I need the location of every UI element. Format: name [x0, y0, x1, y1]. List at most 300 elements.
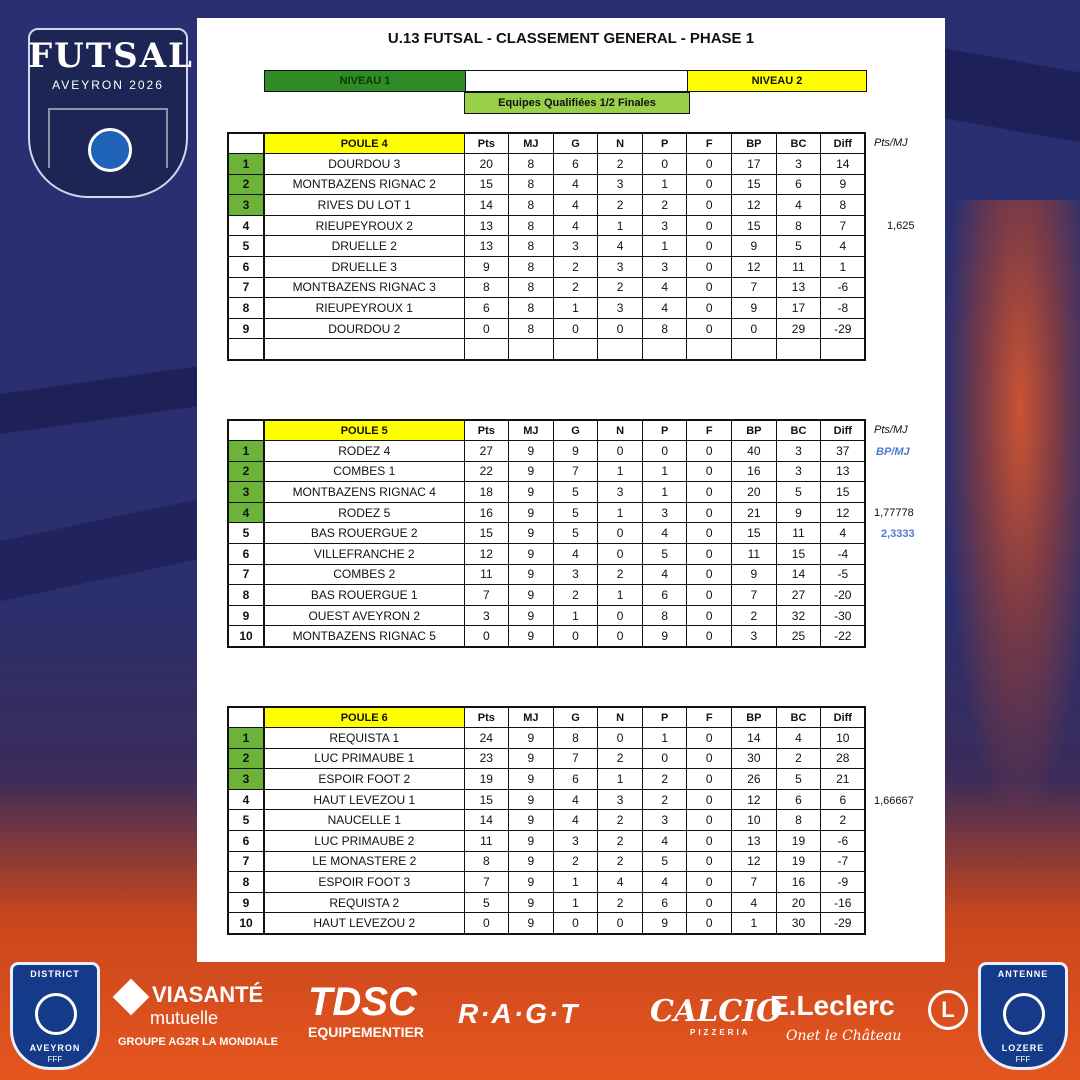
tdsc-equipementier: EQUIPEMENTIER — [308, 1024, 424, 1040]
stat-cell: 3 — [776, 441, 821, 462]
stat-cell: 28 — [821, 748, 866, 769]
stat-cell: 0 — [687, 728, 732, 749]
stat-cell: 0 — [598, 318, 643, 339]
stat-cell: 11 — [776, 523, 821, 544]
stat-cell: 11 — [464, 564, 509, 585]
stat-cell: -16 — [821, 892, 866, 913]
stat-cell: 3 — [553, 831, 598, 852]
table-row — [228, 215, 865, 236]
side-note-pts-mj: Pts/MJ — [874, 424, 908, 436]
stat-cell: 4 — [553, 544, 598, 565]
header-blank — [228, 133, 264, 154]
stat-cell: 9 — [509, 544, 554, 565]
poule-4-table — [227, 132, 866, 361]
stat-cell: 5 — [553, 523, 598, 544]
stat-cell: 14 — [464, 195, 509, 216]
leclerc-logo: E.Leclerc — [770, 990, 895, 1021]
stat-cell: 4 — [642, 564, 687, 585]
rank-cell: 8 — [228, 585, 264, 606]
stat-cell: 9 — [509, 564, 554, 585]
stat-cell: 17 — [776, 298, 821, 319]
team-cell: RIVES DU LOT 1 — [264, 195, 464, 216]
stat-cell: 7 — [732, 872, 777, 893]
column-header: F — [687, 133, 732, 154]
table-row — [228, 441, 865, 462]
team-cell — [264, 339, 464, 360]
stat-cell: 2 — [553, 257, 598, 278]
table-row — [228, 523, 865, 544]
table-row — [228, 257, 865, 278]
stat-cell: 2 — [642, 789, 687, 810]
rank-cell: 2 — [228, 174, 264, 195]
team-cell: NAUCELLE 1 — [264, 810, 464, 831]
legend-qualified: Equipes Qualifiées 1/2 Finales — [464, 92, 690, 114]
stat-cell: 3 — [642, 257, 687, 278]
calcio-logo: CALCIO — [650, 994, 783, 1029]
stat-cell: 27 — [464, 441, 509, 462]
stat-cell: 16 — [776, 872, 821, 893]
antenne-lozere-crest — [978, 962, 1068, 1070]
stat-cell: 1 — [553, 298, 598, 319]
table-row — [228, 892, 865, 913]
rank-cell: 5 — [228, 236, 264, 257]
stat-cell: 8 — [553, 728, 598, 749]
stat-cell: 5 — [776, 482, 821, 503]
crest-top-text: DISTRICT — [30, 969, 80, 979]
stat-cell: 9 — [553, 441, 598, 462]
stat-cell: 8 — [509, 318, 554, 339]
column-header: N — [598, 707, 643, 728]
stat-cell: 9 — [509, 523, 554, 544]
stat-cell: 9 — [821, 174, 866, 195]
table-row — [228, 298, 865, 319]
stat-cell: 16 — [732, 461, 777, 482]
rank-cell: 8 — [228, 872, 264, 893]
stat-cell: 0 — [598, 626, 643, 647]
stat-cell: 18 — [464, 482, 509, 503]
stat-cell: 4 — [642, 298, 687, 319]
stat-cell: 0 — [687, 215, 732, 236]
stat-cell: 12 — [732, 851, 777, 872]
stat-cell: 3 — [776, 154, 821, 175]
stat-cell: 4 — [642, 831, 687, 852]
stat-cell: 3 — [642, 502, 687, 523]
stat-cell: 0 — [687, 851, 732, 872]
stat-cell: -7 — [821, 851, 866, 872]
stat-cell: 1 — [598, 585, 643, 606]
stat-cell: 32 — [776, 605, 821, 626]
column-header: Pts — [464, 707, 509, 728]
column-header: P — [642, 420, 687, 441]
stat-cell: 4 — [553, 789, 598, 810]
futsal-logo — [28, 28, 194, 203]
side-note-value: 1,66667 — [874, 795, 914, 807]
table-row — [228, 789, 865, 810]
stat-cell: 9 — [509, 810, 554, 831]
table-row — [228, 564, 865, 585]
stat-cell: 9 — [509, 892, 554, 913]
stat-cell: 12 — [732, 195, 777, 216]
stat-cell: 3 — [464, 605, 509, 626]
stat-cell: 0 — [687, 831, 732, 852]
stat-cell: 0 — [687, 195, 732, 216]
rank-cell: 2 — [228, 748, 264, 769]
stat-cell: 0 — [464, 626, 509, 647]
stat-cell: 2 — [598, 831, 643, 852]
stat-cell: 5 — [642, 544, 687, 565]
stat-cell: 9 — [509, 482, 554, 503]
stat-cell: 24 — [464, 728, 509, 749]
table-row — [228, 461, 865, 482]
background-player-image — [930, 200, 1080, 900]
viasante-logo: VIASANTÉ — [152, 982, 264, 1007]
stat-cell: 19 — [776, 831, 821, 852]
column-header: BC — [776, 420, 821, 441]
stat-cell — [598, 339, 643, 360]
stat-cell: 9 — [509, 789, 554, 810]
stat-cell: 4 — [732, 892, 777, 913]
stat-cell: 2 — [553, 585, 598, 606]
team-cell: BAS ROUERGUE 1 — [264, 585, 464, 606]
stat-cell: 4 — [642, 277, 687, 298]
stat-cell: 9 — [732, 564, 777, 585]
stat-cell: 0 — [687, 318, 732, 339]
stat-cell: 9 — [509, 769, 554, 790]
stat-cell: 1 — [598, 769, 643, 790]
stat-cell: 3 — [553, 564, 598, 585]
stat-cell: 2 — [642, 769, 687, 790]
stat-cell: 15 — [776, 544, 821, 565]
header-blank — [228, 420, 264, 441]
stat-cell: 15 — [464, 523, 509, 544]
stat-cell: 2 — [598, 564, 643, 585]
stat-cell: 5 — [642, 851, 687, 872]
table-row — [228, 154, 865, 175]
team-cell: LE MONASTERE 2 — [264, 851, 464, 872]
stat-cell: 0 — [687, 769, 732, 790]
column-header: MJ — [509, 420, 554, 441]
team-cell: HAUT LEVEZOU 2 — [264, 913, 464, 934]
stat-cell: 8 — [509, 195, 554, 216]
column-header: BP — [732, 420, 777, 441]
stat-cell: 7 — [821, 215, 866, 236]
background-stripe — [0, 366, 200, 434]
stat-cell: 2 — [821, 810, 866, 831]
stat-cell: 9 — [642, 626, 687, 647]
rank-cell: 1 — [228, 441, 264, 462]
stat-cell: 7 — [464, 872, 509, 893]
poule-name: POULE 4 — [264, 133, 464, 154]
stat-cell: 0 — [687, 564, 732, 585]
stat-cell: 3 — [553, 236, 598, 257]
rank-cell: 9 — [228, 605, 264, 626]
stat-cell: 9 — [509, 585, 554, 606]
side-note-value: 1,77778 — [874, 507, 914, 519]
leclerc-mark-icon: L — [928, 990, 968, 1030]
stat-cell: 0 — [687, 626, 732, 647]
team-cell: LUC PRIMAUBE 2 — [264, 831, 464, 852]
stat-cell: 12 — [464, 544, 509, 565]
stat-cell: 30 — [776, 913, 821, 934]
stat-cell: 7 — [732, 585, 777, 606]
column-header: G — [553, 133, 598, 154]
table-row — [228, 810, 865, 831]
stat-cell: 9 — [509, 605, 554, 626]
table-row — [228, 544, 865, 565]
rank-cell: 6 — [228, 831, 264, 852]
stat-cell: 27 — [776, 585, 821, 606]
table-row — [228, 277, 865, 298]
sponsor-footer — [0, 962, 1080, 1080]
stat-cell: 4 — [598, 236, 643, 257]
stat-cell: 0 — [687, 502, 732, 523]
rank-cell: 8 — [228, 298, 264, 319]
stat-cell: 13 — [464, 215, 509, 236]
calcio-pizzeria: PIZZERIA — [690, 1028, 751, 1037]
stat-cell: 0 — [687, 298, 732, 319]
stat-cell: 8 — [642, 605, 687, 626]
column-header: Diff — [821, 420, 866, 441]
stat-cell: 3 — [776, 461, 821, 482]
stat-cell: -6 — [821, 277, 866, 298]
stat-cell: 1 — [553, 872, 598, 893]
stat-cell — [687, 339, 732, 360]
stat-cell: 2 — [642, 195, 687, 216]
stat-cell: 9 — [509, 831, 554, 852]
background-stripe — [940, 48, 1080, 143]
stat-cell: 2 — [598, 851, 643, 872]
stat-cell: 4 — [553, 195, 598, 216]
stat-cell: 0 — [732, 318, 777, 339]
table-row — [228, 831, 865, 852]
stat-cell: 9 — [509, 626, 554, 647]
rooster-icon — [1003, 993, 1045, 1035]
stat-cell: 12 — [821, 502, 866, 523]
stat-cell: 15 — [732, 523, 777, 544]
stat-cell: 0 — [687, 461, 732, 482]
stat-cell: 2 — [598, 195, 643, 216]
rank-cell: 7 — [228, 564, 264, 585]
stat-cell: 6 — [821, 789, 866, 810]
poule-5-table — [227, 419, 866, 648]
stat-cell: 15 — [732, 215, 777, 236]
side-note-value: 1,625 — [887, 220, 915, 232]
stat-cell: -22 — [821, 626, 866, 647]
stat-cell: 3 — [598, 789, 643, 810]
stat-cell: 1 — [553, 605, 598, 626]
stat-cell: 5 — [464, 892, 509, 913]
stat-cell — [464, 339, 509, 360]
stat-cell: 6 — [464, 298, 509, 319]
standings-document — [197, 18, 945, 962]
column-header: BC — [776, 707, 821, 728]
rank-cell: 3 — [228, 769, 264, 790]
rank-cell: 7 — [228, 277, 264, 298]
table-row — [228, 318, 865, 339]
ball-icon — [88, 128, 132, 172]
stat-cell: 10 — [821, 728, 866, 749]
rank-cell: 4 — [228, 789, 264, 810]
stat-cell: 2 — [598, 154, 643, 175]
stat-cell: 0 — [642, 748, 687, 769]
stat-cell: 0 — [687, 544, 732, 565]
stat-cell — [821, 339, 866, 360]
stat-cell: 13 — [821, 461, 866, 482]
stat-cell: 0 — [642, 154, 687, 175]
stat-cell — [642, 339, 687, 360]
team-cell: MONTBAZENS RIGNAC 2 — [264, 174, 464, 195]
stat-cell: -20 — [821, 585, 866, 606]
stat-cell: 1 — [642, 482, 687, 503]
rank-cell: 1 — [228, 728, 264, 749]
team-cell: ESPOIR FOOT 3 — [264, 872, 464, 893]
stat-cell: 7 — [732, 277, 777, 298]
stat-cell: 2 — [598, 810, 643, 831]
stat-cell: 15 — [732, 174, 777, 195]
crest-fff-text: FFF — [1015, 1055, 1031, 1064]
stat-cell: 0 — [687, 482, 732, 503]
stat-cell: 1 — [598, 215, 643, 236]
rank-cell: 7 — [228, 851, 264, 872]
stat-cell: 9 — [509, 728, 554, 749]
column-header: Diff — [821, 133, 866, 154]
stat-cell: 8 — [821, 195, 866, 216]
team-cell: ESPOIR FOOT 2 — [264, 769, 464, 790]
team-cell: RODEZ 5 — [264, 502, 464, 523]
stat-cell: 15 — [821, 482, 866, 503]
viasante-mutuelle: mutuelle — [150, 1008, 219, 1028]
team-cell: VILLEFRANCHE 2 — [264, 544, 464, 565]
stat-cell: 4 — [821, 523, 866, 544]
stat-cell: 8 — [464, 851, 509, 872]
team-cell: LUC PRIMAUBE 1 — [264, 748, 464, 769]
rank-cell: 10 — [228, 626, 264, 647]
stat-cell — [732, 339, 777, 360]
rank-cell: 4 — [228, 215, 264, 236]
stat-cell: 4 — [642, 872, 687, 893]
table-row — [228, 195, 865, 216]
stat-cell: 2 — [553, 277, 598, 298]
side-note-value: 2,3333 — [881, 528, 915, 540]
table-row — [228, 585, 865, 606]
crest-bottom-text: AVEYRON — [29, 1043, 81, 1053]
team-cell: COMBES 1 — [264, 461, 464, 482]
stat-cell — [553, 339, 598, 360]
column-header: G — [553, 707, 598, 728]
tdsc-logo: TDSC — [308, 980, 417, 1024]
stat-cell: 8 — [642, 318, 687, 339]
stat-cell: 0 — [687, 585, 732, 606]
stat-cell: 3 — [642, 810, 687, 831]
stat-cell: 0 — [687, 789, 732, 810]
side-note-bp-mj: BP/MJ — [876, 446, 910, 458]
stat-cell: 1 — [732, 913, 777, 934]
stat-cell: 0 — [598, 544, 643, 565]
stat-cell: 4 — [776, 728, 821, 749]
stat-cell: -29 — [821, 318, 866, 339]
stat-cell: 13 — [464, 236, 509, 257]
stat-cell: 8 — [509, 277, 554, 298]
rank-cell: 3 — [228, 195, 264, 216]
table-row — [228, 174, 865, 195]
stat-cell: 21 — [732, 502, 777, 523]
stat-cell: 0 — [687, 236, 732, 257]
stat-cell: 1 — [598, 502, 643, 523]
table-row — [228, 605, 865, 626]
district-aveyron-crest — [10, 962, 100, 1070]
team-cell: BAS ROUERGUE 2 — [264, 523, 464, 544]
stat-cell: 0 — [687, 913, 732, 934]
side-note-pts-mj: Pts/MJ — [874, 137, 908, 149]
stat-cell: 0 — [687, 174, 732, 195]
stat-cell: 2 — [598, 748, 643, 769]
stat-cell: 5 — [553, 502, 598, 523]
team-cell: COMBES 2 — [264, 564, 464, 585]
stat-cell: 1 — [642, 174, 687, 195]
team-cell: REQUISTA 2 — [264, 892, 464, 913]
column-header: P — [642, 707, 687, 728]
leclerc-location: Onet le Château — [786, 1028, 902, 1044]
poule-6-table — [227, 706, 866, 935]
stat-cell: 40 — [732, 441, 777, 462]
column-header: P — [642, 133, 687, 154]
rank-cell: 2 — [228, 461, 264, 482]
rank-cell: 5 — [228, 810, 264, 831]
stat-cell: 0 — [687, 872, 732, 893]
stat-cell: 8 — [509, 257, 554, 278]
stat-cell: 8 — [776, 810, 821, 831]
crest-bottom-text: LOZERE — [1001, 1043, 1045, 1053]
stat-cell: -6 — [821, 831, 866, 852]
stat-cell: 4 — [642, 523, 687, 544]
background-stripe — [0, 499, 200, 602]
table-row — [228, 728, 865, 749]
team-cell: RIEUPEYROUX 2 — [264, 215, 464, 236]
stat-cell: 3 — [598, 298, 643, 319]
stat-cell: 0 — [553, 626, 598, 647]
column-header: G — [553, 420, 598, 441]
legend-niveau-1: NIVEAU 1 — [264, 70, 466, 92]
rank-cell: 6 — [228, 257, 264, 278]
column-header: N — [598, 133, 643, 154]
stat-cell: 2 — [553, 851, 598, 872]
stat-cell: 12 — [732, 257, 777, 278]
stat-cell: 9 — [509, 502, 554, 523]
team-cell: RODEZ 4 — [264, 441, 464, 462]
stat-cell: 22 — [464, 461, 509, 482]
stat-cell: 1 — [642, 236, 687, 257]
stat-cell: 9 — [732, 236, 777, 257]
poule-name: POULE 6 — [264, 707, 464, 728]
team-cell: DRUELLE 3 — [264, 257, 464, 278]
stat-cell: 1 — [642, 461, 687, 482]
stat-cell: -4 — [821, 544, 866, 565]
stat-cell: 21 — [821, 769, 866, 790]
stat-cell: -5 — [821, 564, 866, 585]
team-cell: MONTBAZENS RIGNAC 4 — [264, 482, 464, 503]
stat-cell: 3 — [598, 257, 643, 278]
rank-cell — [228, 339, 264, 360]
stat-cell: 0 — [687, 441, 732, 462]
stat-cell: 6 — [776, 174, 821, 195]
stat-cell: 15 — [464, 174, 509, 195]
stat-cell: 4 — [553, 215, 598, 236]
stat-cell: 0 — [687, 523, 732, 544]
rank-cell: 9 — [228, 892, 264, 913]
stat-cell: 4 — [598, 872, 643, 893]
column-header: F — [687, 420, 732, 441]
stat-cell: 6 — [776, 789, 821, 810]
